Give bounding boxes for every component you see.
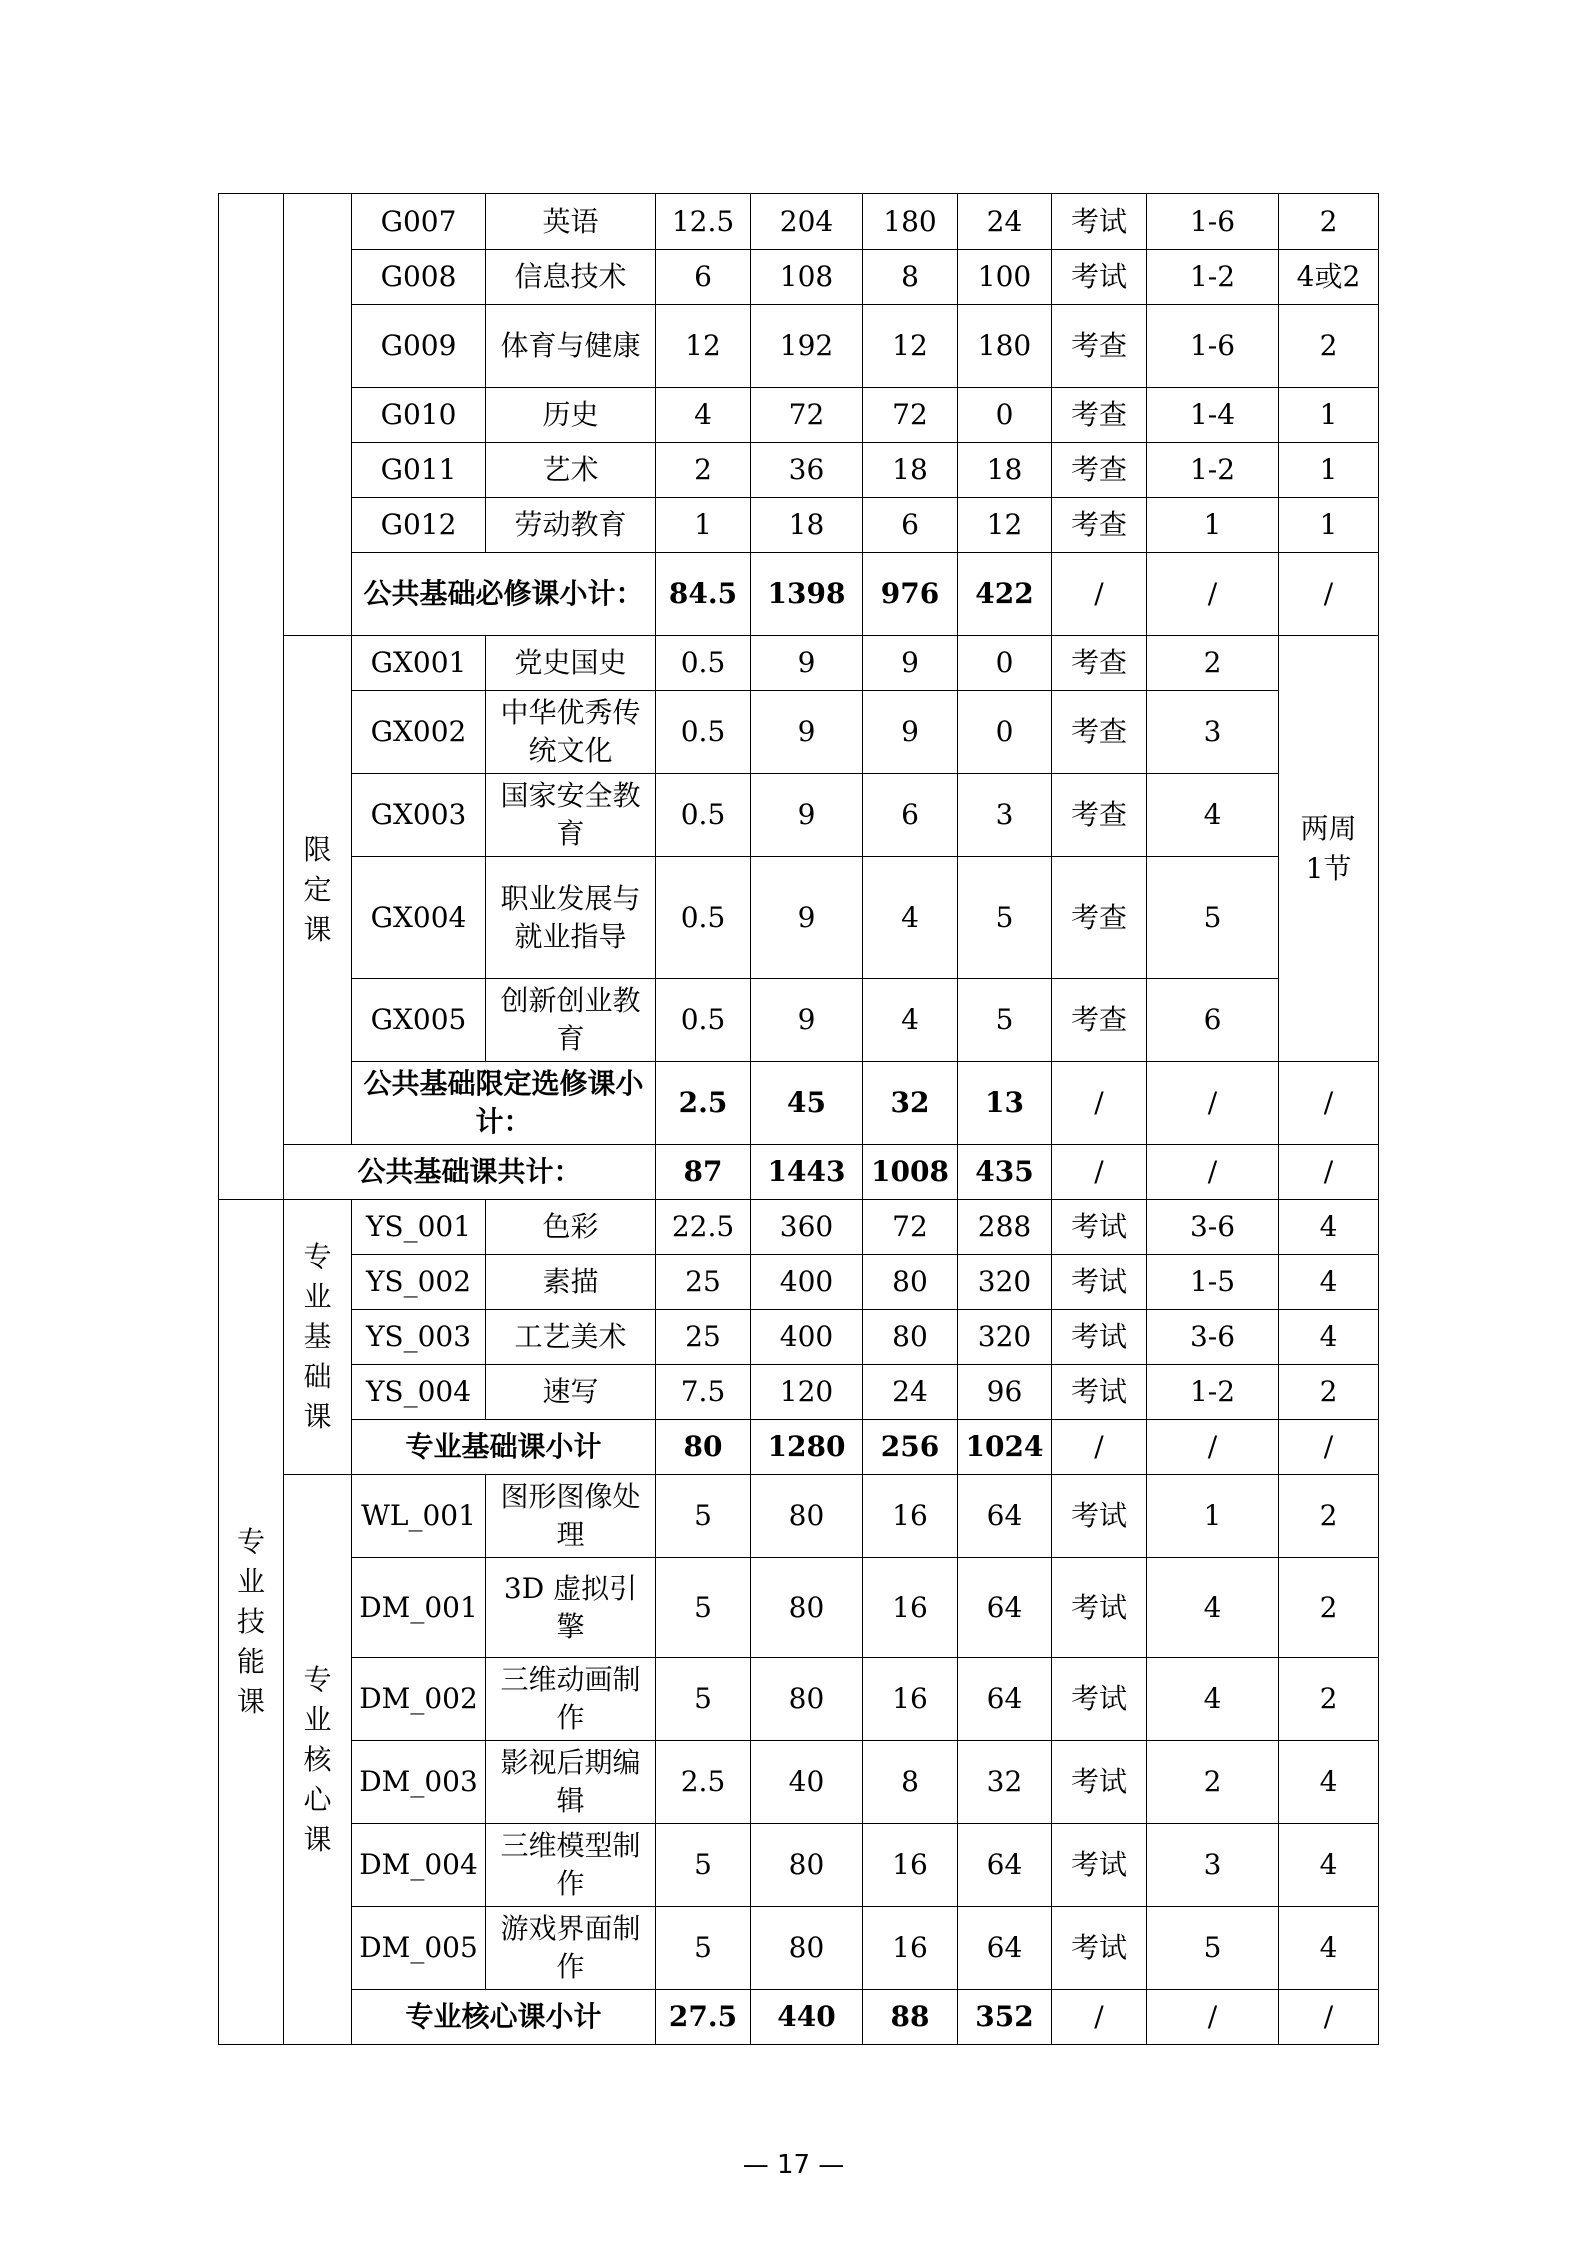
table-cell: 440 bbox=[751, 1990, 863, 2045]
table-cell: 64 bbox=[958, 1907, 1052, 1990]
table-cell: 1398 bbox=[751, 553, 863, 636]
table-cell: 3-6 bbox=[1147, 1200, 1279, 1255]
table-cell: 80 bbox=[751, 1907, 863, 1990]
course-code: DM_004 bbox=[352, 1824, 486, 1907]
table-cell: 24 bbox=[863, 1365, 958, 1420]
table-cell: 考查 bbox=[1052, 857, 1147, 979]
table-cell: 5 bbox=[1147, 1907, 1279, 1990]
table-cell: 24 bbox=[958, 194, 1052, 250]
table-cell: 256 bbox=[863, 1420, 958, 1475]
course-name: 影视后期编辑 bbox=[486, 1741, 656, 1824]
table-cell: 考查 bbox=[1052, 305, 1147, 388]
group-label-xianding: 限定课 bbox=[284, 636, 352, 1145]
table-cell: 80 bbox=[751, 1658, 863, 1741]
table-cell: 4 bbox=[1279, 1310, 1379, 1365]
table-cell: 2.5 bbox=[656, 1062, 751, 1145]
table-cell: 80 bbox=[751, 1558, 863, 1658]
table-cell: 8 bbox=[863, 1741, 958, 1824]
table-cell: 考试 bbox=[1052, 1658, 1147, 1741]
course-code: GX005 bbox=[352, 979, 486, 1062]
table-cell: 1 bbox=[656, 498, 751, 553]
table-cell: 4 bbox=[1147, 1658, 1279, 1741]
table-row bbox=[219, 498, 1379, 553]
table-cell: 6 bbox=[863, 498, 958, 553]
table-cell: 976 bbox=[863, 553, 958, 636]
table-row bbox=[219, 691, 1379, 774]
table-cell: / bbox=[1052, 1062, 1147, 1145]
course-name: 英语 bbox=[486, 194, 656, 250]
course-code: GX003 bbox=[352, 774, 486, 857]
table-cell: 1443 bbox=[751, 1145, 863, 1200]
course-code: WL_001 bbox=[352, 1475, 486, 1558]
table-row bbox=[219, 194, 1379, 250]
table-cell: 40 bbox=[751, 1741, 863, 1824]
group-label-zhuanye-jichu: 专业基础课 bbox=[284, 1200, 352, 1475]
table-cell: 考查 bbox=[1052, 979, 1147, 1062]
subtotal-label: 公共基础限定选修课小计： bbox=[352, 1062, 656, 1145]
table-cell: 84.5 bbox=[656, 553, 751, 636]
course-name: 色彩 bbox=[486, 1200, 656, 1255]
table-cell: 80 bbox=[751, 1824, 863, 1907]
table-cell: 180 bbox=[863, 194, 958, 250]
table-cell: 考试 bbox=[1052, 1824, 1147, 1907]
table-cell: 4 bbox=[863, 979, 958, 1062]
page-number: — 17 — bbox=[742, 2150, 845, 2180]
course-code: YS_002 bbox=[352, 1255, 486, 1310]
table-cell: 1280 bbox=[751, 1420, 863, 1475]
table-cell: 1-2 bbox=[1147, 443, 1279, 498]
table-row bbox=[219, 979, 1379, 1062]
table-cell: 88 bbox=[863, 1990, 958, 2045]
total-row bbox=[219, 1145, 1379, 1200]
table-cell: 6 bbox=[1147, 979, 1279, 1062]
table-cell: 5 bbox=[656, 1475, 751, 1558]
table-cell: 考试 bbox=[1052, 194, 1147, 250]
table-cell: 80 bbox=[863, 1310, 958, 1365]
table-cell: 16 bbox=[863, 1658, 958, 1741]
table-cell: 9 bbox=[751, 857, 863, 979]
table-cell: 1 bbox=[1147, 1475, 1279, 1558]
table-cell: 72 bbox=[863, 388, 958, 443]
table-cell: 4 bbox=[1279, 1824, 1379, 1907]
table-cell: 2 bbox=[1279, 194, 1379, 250]
table-row bbox=[219, 636, 1379, 691]
course-code: G010 bbox=[352, 388, 486, 443]
subtotal-label: 公共基础必修课小计： bbox=[352, 553, 656, 636]
course-name: 体育与健康 bbox=[486, 305, 656, 388]
table-cell: 4 bbox=[1279, 1741, 1379, 1824]
table-cell: 64 bbox=[958, 1558, 1052, 1658]
table-cell: 6 bbox=[656, 250, 751, 305]
table-cell: 0 bbox=[958, 388, 1052, 443]
table-cell: / bbox=[1052, 553, 1147, 636]
course-code: DM_003 bbox=[352, 1741, 486, 1824]
table-cell: 1-4 bbox=[1147, 388, 1279, 443]
table-cell: 0.5 bbox=[656, 691, 751, 774]
table-cell: 100 bbox=[958, 250, 1052, 305]
table-cell: 1-2 bbox=[1147, 250, 1279, 305]
course-code: DM_001 bbox=[352, 1558, 486, 1658]
table-cell: 考查 bbox=[1052, 691, 1147, 774]
table-cell: 6 bbox=[863, 774, 958, 857]
weekly-hours-note: 两周1节 bbox=[1279, 636, 1379, 1062]
table-row bbox=[219, 1365, 1379, 1420]
table-cell: 考试 bbox=[1052, 1255, 1147, 1310]
table-cell: 18 bbox=[958, 443, 1052, 498]
table-cell: 0.5 bbox=[656, 774, 751, 857]
table-cell: / bbox=[1052, 1990, 1147, 2045]
table-cell: 考查 bbox=[1052, 388, 1147, 443]
subtotal-label: 专业核心课小计 bbox=[352, 1990, 656, 2045]
table-cell: 0 bbox=[958, 691, 1052, 774]
table-cell: 16 bbox=[863, 1824, 958, 1907]
course-name: 三维模型制作 bbox=[486, 1824, 656, 1907]
table-row bbox=[219, 388, 1379, 443]
course-name: 信息技术 bbox=[486, 250, 656, 305]
table-cell: 1024 bbox=[958, 1420, 1052, 1475]
table-cell: 3-6 bbox=[1147, 1310, 1279, 1365]
course-code: DM_002 bbox=[352, 1658, 486, 1741]
table-cell: 5 bbox=[656, 1558, 751, 1658]
table-row bbox=[219, 1741, 1379, 1824]
course-code: DM_005 bbox=[352, 1907, 486, 1990]
table-cell: 80 bbox=[863, 1255, 958, 1310]
course-code: GX001 bbox=[352, 636, 486, 691]
table-cell: 5 bbox=[656, 1824, 751, 1907]
table-cell: 16 bbox=[863, 1907, 958, 1990]
table-cell: 32 bbox=[863, 1062, 958, 1145]
table-cell: 2 bbox=[1279, 1658, 1379, 1741]
table-cell: 16 bbox=[863, 1475, 958, 1558]
table-cell: 352 bbox=[958, 1990, 1052, 2045]
subtotal-row bbox=[219, 1990, 1379, 2045]
course-code: G007 bbox=[352, 194, 486, 250]
table-cell: 64 bbox=[958, 1475, 1052, 1558]
table-cell: 考查 bbox=[1052, 774, 1147, 857]
table-cell: 3 bbox=[958, 774, 1052, 857]
table-cell: 0.5 bbox=[656, 979, 751, 1062]
table-cell: 2 bbox=[1279, 1365, 1379, 1420]
table-cell: 9 bbox=[863, 636, 958, 691]
course-name: 历史 bbox=[486, 388, 656, 443]
table-row bbox=[219, 305, 1379, 388]
table-cell: 5 bbox=[958, 979, 1052, 1062]
table-cell: 考查 bbox=[1052, 498, 1147, 553]
course-code: G009 bbox=[352, 305, 486, 388]
table-cell: 45 bbox=[751, 1062, 863, 1145]
table-row bbox=[219, 1310, 1379, 1365]
table-cell: 4 bbox=[1279, 1907, 1379, 1990]
table-cell: 考查 bbox=[1052, 636, 1147, 691]
table-cell: 7.5 bbox=[656, 1365, 751, 1420]
course-code: G011 bbox=[352, 443, 486, 498]
course-name: 党史国史 bbox=[486, 636, 656, 691]
table-cell: 96 bbox=[958, 1365, 1052, 1420]
table-cell: 考试 bbox=[1052, 1475, 1147, 1558]
table-cell: 9 bbox=[751, 979, 863, 1062]
course-name: 素描 bbox=[486, 1255, 656, 1310]
table-cell: 400 bbox=[751, 1310, 863, 1365]
table-cell: / bbox=[1052, 1145, 1147, 1200]
table-cell: 192 bbox=[751, 305, 863, 388]
table-cell: 13 bbox=[958, 1062, 1052, 1145]
table-cell: 1008 bbox=[863, 1145, 958, 1200]
table-cell: 1 bbox=[1279, 498, 1379, 553]
table-row bbox=[219, 1200, 1379, 1255]
table-row bbox=[219, 1475, 1379, 1558]
course-name: 国家安全教育 bbox=[486, 774, 656, 857]
table-cell: 2 bbox=[1279, 305, 1379, 388]
table-cell: / bbox=[1147, 1420, 1279, 1475]
table-cell: 4 bbox=[1147, 1558, 1279, 1658]
subtotal-row bbox=[219, 1420, 1379, 1475]
table-cell: 9 bbox=[751, 636, 863, 691]
table-cell: 2 bbox=[1279, 1475, 1379, 1558]
table-cell: 考试 bbox=[1052, 1741, 1147, 1824]
table-cell: 考试 bbox=[1052, 1200, 1147, 1255]
table-cell: 0.5 bbox=[656, 857, 751, 979]
table-cell: 0.5 bbox=[656, 636, 751, 691]
course-name: 游戏界面制作 bbox=[486, 1907, 656, 1990]
course-name: 三维动画制作 bbox=[486, 1658, 656, 1741]
table-cell: 1 bbox=[1147, 498, 1279, 553]
table-cell: 435 bbox=[958, 1145, 1052, 1200]
table-cell: 8 bbox=[863, 250, 958, 305]
table-cell: / bbox=[1279, 1062, 1379, 1145]
table-cell: 考试 bbox=[1052, 1558, 1147, 1658]
course-name: 劳动教育 bbox=[486, 498, 656, 553]
table-cell: 32 bbox=[958, 1741, 1052, 1824]
table-cell: 288 bbox=[958, 1200, 1052, 1255]
table-cell: 9 bbox=[751, 774, 863, 857]
table-cell: 考试 bbox=[1052, 1365, 1147, 1420]
table-cell: 考试 bbox=[1052, 1907, 1147, 1990]
course-name: 创新创业教育 bbox=[486, 979, 656, 1062]
course-name: 中华优秀传统文化 bbox=[486, 691, 656, 774]
group-label-zhuanye-hexin: 专业核心课 bbox=[284, 1475, 352, 2045]
table-cell: 80 bbox=[656, 1420, 751, 1475]
table-cell: / bbox=[1279, 1990, 1379, 2045]
table-cell: 120 bbox=[751, 1365, 863, 1420]
course-code: YS_001 bbox=[352, 1200, 486, 1255]
table-cell: / bbox=[1147, 553, 1279, 636]
table-cell: 5 bbox=[1147, 857, 1279, 979]
table-cell: 12.5 bbox=[656, 194, 751, 250]
table-cell: 2 bbox=[1279, 1558, 1379, 1658]
table-cell: 1 bbox=[1279, 388, 1379, 443]
table-cell: / bbox=[1279, 1420, 1379, 1475]
course-name: 3D 虚拟引擎 bbox=[486, 1558, 656, 1658]
table-cell: / bbox=[1279, 1145, 1379, 1200]
table-cell: 108 bbox=[751, 250, 863, 305]
course-code: GX004 bbox=[352, 857, 486, 979]
table-cell: 204 bbox=[751, 194, 863, 250]
subtotal-row bbox=[219, 553, 1379, 636]
table-cell bbox=[219, 194, 284, 1200]
table-row bbox=[219, 774, 1379, 857]
table-cell: 1-6 bbox=[1147, 194, 1279, 250]
table-cell: 12 bbox=[958, 498, 1052, 553]
table-cell: 1 bbox=[1279, 443, 1379, 498]
table-cell: 4 bbox=[656, 388, 751, 443]
table-row bbox=[219, 1907, 1379, 1990]
table-cell: 25 bbox=[656, 1310, 751, 1365]
table-row bbox=[219, 1658, 1379, 1741]
table-cell: 180 bbox=[958, 305, 1052, 388]
table-cell: 9 bbox=[863, 691, 958, 774]
course-code: G008 bbox=[352, 250, 486, 305]
subtotal-label: 专业基础课小计 bbox=[352, 1420, 656, 1475]
table-cell bbox=[284, 194, 352, 636]
table-row bbox=[219, 857, 1379, 979]
table-cell: 18 bbox=[863, 443, 958, 498]
table-cell: / bbox=[1147, 1062, 1279, 1145]
table-cell: 320 bbox=[958, 1255, 1052, 1310]
table-cell: 25 bbox=[656, 1255, 751, 1310]
table-cell: 2 bbox=[656, 443, 751, 498]
table-cell: / bbox=[1052, 1420, 1147, 1475]
table-cell: 22.5 bbox=[656, 1200, 751, 1255]
table-cell: 72 bbox=[751, 388, 863, 443]
course-name: 速写 bbox=[486, 1365, 656, 1420]
course-code: GX002 bbox=[352, 691, 486, 774]
group-label-zhuanye-jineng: 专业技能课 bbox=[219, 1200, 284, 2045]
table-cell: 4 bbox=[1147, 774, 1279, 857]
table-cell: 12 bbox=[656, 305, 751, 388]
table-cell: 2 bbox=[1147, 1741, 1279, 1824]
table-cell: 考试 bbox=[1052, 1310, 1147, 1365]
table-cell: 1-2 bbox=[1147, 1365, 1279, 1420]
table-cell: / bbox=[1147, 1990, 1279, 2045]
table-row bbox=[219, 1558, 1379, 1658]
table-cell: 1-5 bbox=[1147, 1255, 1279, 1310]
table-cell: 18 bbox=[751, 498, 863, 553]
table-cell: 9 bbox=[751, 691, 863, 774]
table-cell: 64 bbox=[958, 1658, 1052, 1741]
table-cell: 320 bbox=[958, 1310, 1052, 1365]
table-cell: 考查 bbox=[1052, 443, 1147, 498]
table-cell: 3 bbox=[1147, 691, 1279, 774]
table-cell: 0 bbox=[958, 636, 1052, 691]
table-cell: 12 bbox=[863, 305, 958, 388]
course-name: 图形图像处理 bbox=[486, 1475, 656, 1558]
table-cell: 64 bbox=[958, 1824, 1052, 1907]
table-cell: 400 bbox=[751, 1255, 863, 1310]
curriculum-table bbox=[218, 193, 1379, 2045]
table-cell: 80 bbox=[751, 1475, 863, 1558]
table-cell: 4或2 bbox=[1279, 250, 1379, 305]
table-row bbox=[219, 443, 1379, 498]
table-cell: 87 bbox=[656, 1145, 751, 1200]
table-row bbox=[219, 250, 1379, 305]
table-row bbox=[219, 1824, 1379, 1907]
table-cell: 360 bbox=[751, 1200, 863, 1255]
table-cell: 4 bbox=[863, 857, 958, 979]
table-cell: 1-6 bbox=[1147, 305, 1279, 388]
course-code: G012 bbox=[352, 498, 486, 553]
table-cell: 3 bbox=[1147, 1824, 1279, 1907]
table-cell: 5 bbox=[958, 857, 1052, 979]
table-cell: 考试 bbox=[1052, 250, 1147, 305]
table-cell: 2.5 bbox=[656, 1741, 751, 1824]
table-cell: 16 bbox=[863, 1558, 958, 1658]
course-name: 职业发展与就业指导 bbox=[486, 857, 656, 979]
table-cell: 36 bbox=[751, 443, 863, 498]
table-cell: / bbox=[1279, 553, 1379, 636]
table-cell: 4 bbox=[1279, 1255, 1379, 1310]
table-cell: 4 bbox=[1279, 1200, 1379, 1255]
table-cell: 72 bbox=[863, 1200, 958, 1255]
subtotal-row bbox=[219, 1062, 1379, 1145]
table-cell: 422 bbox=[958, 553, 1052, 636]
table-cell: 27.5 bbox=[656, 1990, 751, 2045]
table-cell: 5 bbox=[656, 1658, 751, 1741]
course-code: YS_004 bbox=[352, 1365, 486, 1420]
course-name: 艺术 bbox=[486, 443, 656, 498]
table-cell: / bbox=[1147, 1145, 1279, 1200]
course-name: 工艺美术 bbox=[486, 1310, 656, 1365]
table-cell: 2 bbox=[1147, 636, 1279, 691]
table-cell: 5 bbox=[656, 1907, 751, 1990]
course-code: YS_003 bbox=[352, 1310, 486, 1365]
table-row bbox=[219, 1255, 1379, 1310]
total-label: 公共基础课共计： bbox=[284, 1145, 656, 1200]
